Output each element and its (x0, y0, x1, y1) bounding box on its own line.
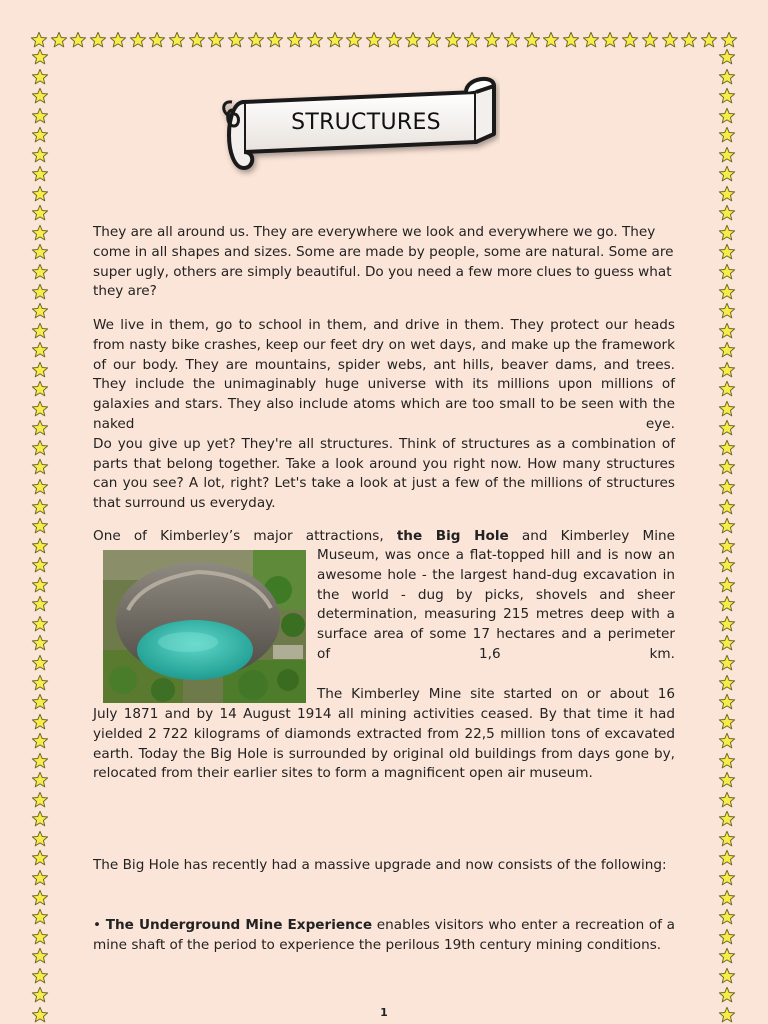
star-icon (31, 439, 49, 457)
star-icon (700, 31, 718, 49)
star-icon (31, 361, 49, 379)
star-icon (718, 869, 736, 887)
upgrade-paragraph (93, 856, 675, 876)
star-icon (720, 31, 738, 49)
star-icon (718, 68, 736, 86)
star-icon (31, 263, 49, 281)
star-icon (31, 869, 49, 887)
star-icon (718, 576, 736, 594)
star-icon (463, 31, 481, 49)
star-icon (30, 31, 48, 49)
intro-line (93, 527, 675, 547)
star-icon (31, 889, 49, 907)
star-icon (582, 31, 600, 49)
star-icon (31, 517, 49, 535)
star-icon (718, 791, 736, 809)
star-icon (31, 126, 49, 144)
star-icon (718, 830, 736, 848)
star-icon (286, 31, 304, 49)
paragraph-text: The Big Hole has recently had a massive upgrade and now consists of the following: (93, 857, 667, 873)
star-icon (31, 654, 49, 672)
star-icon (718, 595, 736, 613)
star-icon (718, 48, 736, 66)
star-icon (148, 31, 166, 49)
star-icon (31, 752, 49, 770)
star-border-right (718, 48, 738, 1024)
star-icon (69, 31, 87, 49)
star-icon (31, 771, 49, 789)
star-icon (503, 31, 521, 49)
paragraph-text: The Kimberley Mine site started on or about 16 (317, 686, 675, 702)
star-icon (718, 283, 736, 301)
star-icon (31, 283, 49, 301)
star-icon (523, 31, 541, 49)
star-icon (718, 517, 736, 535)
star-icon (31, 947, 49, 965)
star-icon (718, 419, 736, 437)
star-icon (718, 634, 736, 652)
star-icon (31, 498, 49, 516)
bullet-icon: • (93, 917, 102, 933)
star-icon (31, 68, 49, 86)
star-icon (718, 126, 736, 144)
star-icon (562, 31, 580, 49)
star-icon (89, 31, 107, 49)
star-icon (326, 31, 344, 49)
star-icon (404, 31, 422, 49)
star-icon (31, 302, 49, 320)
star-icon (31, 986, 49, 1004)
star-icon (31, 830, 49, 848)
star-icon (31, 224, 49, 242)
mine-history-start (317, 685, 675, 705)
star-icon (31, 185, 49, 203)
star-icon (345, 31, 363, 49)
star-icon (718, 458, 736, 476)
star-icon (718, 615, 736, 633)
star-icon (424, 31, 442, 49)
bullet-title: The Underground Mine Experience (105, 917, 373, 933)
bullet-text (93, 916, 675, 956)
star-icon (31, 48, 49, 66)
star-icon (718, 654, 736, 672)
star-icon (31, 967, 49, 985)
star-icon (718, 439, 736, 457)
star-icon (718, 967, 736, 985)
star-icon (718, 224, 736, 242)
star-icon (718, 849, 736, 867)
star-icon (718, 107, 736, 125)
star-icon (718, 889, 736, 907)
star-icon (247, 31, 265, 49)
star-icon (718, 243, 736, 261)
star-icon (31, 419, 49, 437)
star-icon (718, 537, 736, 555)
star-icon (31, 380, 49, 398)
star-icon (31, 615, 49, 633)
star-icon (31, 341, 49, 359)
star-icon (621, 31, 639, 49)
star-icon (31, 146, 49, 164)
star-icon (31, 791, 49, 809)
star-icon (718, 732, 736, 750)
star-icon (718, 263, 736, 281)
star-icon (718, 400, 736, 418)
star-icon (31, 928, 49, 946)
star-icon (601, 31, 619, 49)
page-title: STRUCTURES (291, 110, 441, 135)
star-icon (718, 146, 736, 164)
star-icon (444, 31, 462, 49)
big-hole-intro (93, 527, 675, 547)
star-icon (31, 634, 49, 652)
star-icon (129, 31, 147, 49)
star-icon (31, 204, 49, 222)
star-icon (718, 752, 736, 770)
star-icon (718, 713, 736, 731)
star-icon (718, 185, 736, 203)
paragraph-text: They are all around us. They are everywhere we look and everywhere we go. They come in all shapes and sizes. Some are made by people, some are natural. Some are super ugly, others are simply beautiful. Do you need a few more clues to guess what they are? (93, 224, 674, 300)
star-icon (385, 31, 403, 49)
star-icon (718, 204, 736, 222)
star-icon (31, 693, 49, 711)
clues-paragraph (93, 316, 675, 514)
star-icon (31, 165, 49, 183)
star-icon (207, 31, 225, 49)
star-icon (718, 1006, 736, 1024)
star-icon (266, 31, 284, 49)
star-icon (31, 595, 49, 613)
star-icon (31, 87, 49, 105)
star-icon (718, 478, 736, 496)
star-icon (718, 165, 736, 183)
star-icon (718, 498, 736, 516)
page-number: 1 (380, 1006, 388, 1019)
star-icon (718, 908, 736, 926)
star-icon (718, 810, 736, 828)
star-icon (31, 400, 49, 418)
star-icon (31, 478, 49, 496)
star-icon (31, 243, 49, 261)
star-icon (542, 31, 560, 49)
star-icon (718, 947, 736, 965)
star-icon (718, 986, 736, 1004)
star-icon (31, 849, 49, 867)
star-icon (31, 322, 49, 340)
star-border-top (30, 31, 738, 51)
star-icon (641, 31, 659, 49)
star-icon (718, 556, 736, 574)
star-icon (31, 674, 49, 692)
star-border-left (31, 48, 51, 1024)
star-icon (718, 302, 736, 320)
paragraph-text: Do you give up yet? They're all structures. Think of structures as a combination of parts that belong together. Take a look around you right now. How many structures can you see? A lot, right? Let's take a look at just a few of the millions of structures that surround us everyday. (93, 435, 675, 512)
big-hole-bold: the Big Hole (396, 528, 509, 544)
intro-after: and Kimberley Mine (521, 528, 675, 544)
star-icon (227, 31, 245, 49)
star-icon (50, 31, 68, 49)
star-icon (718, 341, 736, 359)
mine-history (93, 705, 675, 784)
star-icon (680, 31, 698, 49)
intro-paragraph (93, 223, 675, 302)
intro-text: One of Kimberley’s major attractions, (93, 528, 384, 544)
star-icon (168, 31, 186, 49)
star-icon (365, 31, 383, 49)
star-icon (31, 537, 49, 555)
star-icon (31, 1006, 49, 1024)
star-icon (31, 576, 49, 594)
bullet-description: enables visitors who enter a recreation of a mine shaft of the period to experience the perilous 19th century mining conditions. (93, 917, 676, 953)
star-icon (718, 322, 736, 340)
bullet-item (93, 916, 675, 956)
star-icon (483, 31, 501, 49)
star-icon (31, 556, 49, 574)
star-icon (718, 87, 736, 105)
big-hole-description (317, 546, 675, 665)
star-icon (718, 928, 736, 946)
star-icon (718, 693, 736, 711)
star-icon (188, 31, 206, 49)
star-icon (661, 31, 679, 49)
big-hole-photo (103, 550, 306, 703)
star-icon (718, 771, 736, 789)
star-icon (31, 810, 49, 828)
paragraph-text: Museum, was once a flat-topped hill and is now an awesome hole - the largest hand-dug excavation in the world - dug by picks, shovels and sheer determination, measuring 215 metres deep with a surface area of some 17 hectares and a perimeter of 1,6 km. (317, 547, 675, 662)
star-icon (31, 908, 49, 926)
star-icon (306, 31, 324, 49)
star-icon (109, 31, 127, 49)
star-icon (31, 732, 49, 750)
star-icon (31, 458, 49, 476)
star-icon (718, 380, 736, 398)
star-icon (718, 674, 736, 692)
paragraph-text: We live in them, go to school in them, and drive in them. They protect our heads from nasty bike crashes, keep our feet dry on wet days, and make up the framework of our body. They are mountains, spider webs, ant hills, beaver dams, and trees. They include the unimaginably huge universe with its millions upon millions of galaxies and stars. They also include atoms which are too small to be seen with the naked eye. (93, 317, 675, 432)
star-icon (31, 713, 49, 731)
star-icon (31, 107, 49, 125)
star-icon (718, 361, 736, 379)
paragraph-text: July 1871 and by 14 August 1914 all mining activities ceased. By that time it had yielded 2 722 kilograms of diamonds extracted from 22,5 million tons of excavated earth. Today the Big Hole is surrounded by original old buildings from days gone by, relocated from their earlier sites to form a magnificent open air museum. (93, 706, 675, 782)
